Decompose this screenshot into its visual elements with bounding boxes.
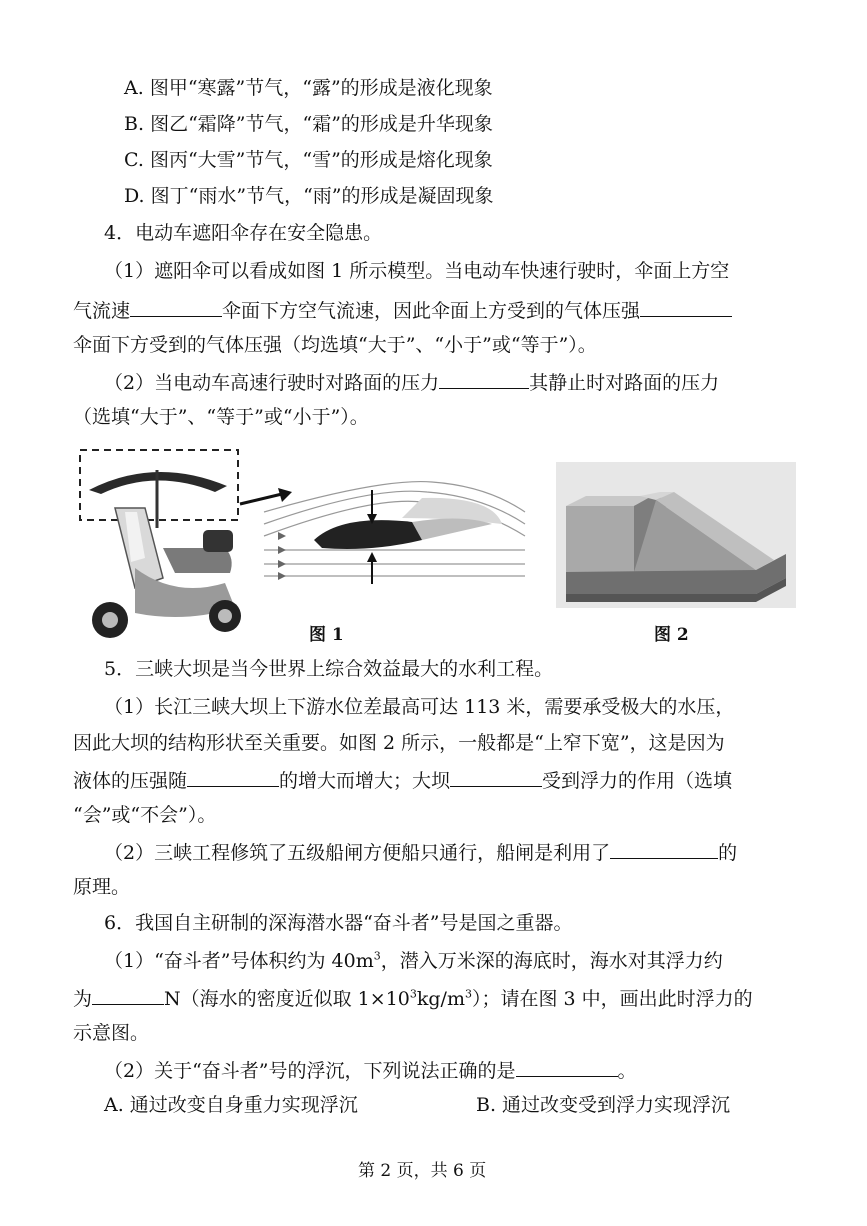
- answer-blank[interactable]: [640, 296, 732, 317]
- option-text: 图甲“寒露”节气，“露”的形成是液化现象: [149, 77, 493, 99]
- q4-stem: 4．电动车遮阳伞存在安全隐患。: [104, 222, 383, 244]
- answer-blank[interactable]: [439, 368, 529, 389]
- figure-1-caption: 图 1: [309, 625, 344, 645]
- q6-part2-line1: [104, 1056, 637, 1084]
- page-footer: 第 2 页，共 6 页: [358, 1161, 487, 1181]
- dam-cross-section-photo: [556, 462, 796, 608]
- text: 液体的压强随: [73, 770, 188, 792]
- q6-option-b: B. 通过改变受到浮力实现浮沉: [476, 1094, 731, 1116]
- q3-option-a: [124, 75, 493, 101]
- q4-part1-line3: 伞面下方受到的气体压强（均选填“大于”、“小于”或“等于”）。: [73, 334, 597, 356]
- q5-part1-line4: “会”或“不会”）。: [73, 804, 217, 826]
- answer-blank[interactable]: [130, 296, 222, 317]
- q5-stem: 5．三峡大坝是当今世界上综合效益最大的水利工程。: [104, 658, 554, 680]
- q3-option-b: [124, 111, 493, 137]
- q4-part1-line1: （1）遮阳伞可以看成如图 1 所示模型。当电动车快速行驶时，伞面上方空: [104, 260, 730, 282]
- option-label: C.: [124, 149, 144, 171]
- q5-part1-line1: （1）长江三峡大坝上下游水位差最高可达 113 米，需要承受极大的水压，: [104, 696, 735, 718]
- superscript: 3: [464, 987, 472, 1001]
- scooter-umbrella-photo: [75, 448, 275, 648]
- q6-part1-line1: [104, 948, 723, 974]
- text: ）；请在图 3 中，画出此时浮力的: [471, 988, 753, 1010]
- q5-part1-line3: [73, 766, 732, 794]
- answer-blank[interactable]: [516, 1056, 618, 1077]
- q5-part2-line2: 原理。: [73, 876, 131, 898]
- option-label: A.: [124, 77, 144, 99]
- q4-part1-line2: [73, 296, 732, 324]
- q4-part2-line1: [104, 368, 719, 396]
- q3-option-d: [124, 183, 494, 209]
- option-label: B.: [124, 113, 145, 135]
- answer-blank[interactable]: [187, 766, 279, 787]
- airflow-model-diagram: [262, 478, 527, 596]
- q4-part2-line2: （选填“大于”、“等于”或“小于”）。: [73, 406, 369, 428]
- text: 受到浮力的作用（选填: [542, 770, 733, 792]
- option-text: 图丁“雨水”节气，“雨”的形成是凝固现象: [150, 185, 494, 207]
- q6-part1-line2: [73, 984, 753, 1012]
- option-text: 图丙“大雪”节气，“雪”的形成是熔化现象: [149, 149, 493, 171]
- q6-option-a: A. 通过改变自身重力实现浮沉: [104, 1094, 358, 1116]
- text: 的增大而增大；大坝: [279, 770, 451, 792]
- superscript: 3: [373, 949, 381, 963]
- q3-option-c: [124, 147, 493, 173]
- q5-part1-line2: 因此大坝的结构形状至关重要。如图 2 所示，一般都是“上窄下宽”，这是因为: [73, 732, 725, 754]
- text: 的: [718, 842, 738, 864]
- option-label: D.: [124, 185, 145, 207]
- q5-part2-line1: [104, 838, 737, 866]
- text: kg/m: [416, 988, 465, 1010]
- figure-2-caption: 图 2: [654, 625, 689, 645]
- superscript: 3: [409, 987, 417, 1001]
- text: 为: [73, 988, 93, 1010]
- text: 。: [617, 1060, 637, 1082]
- text: 其静止时对路面的压力: [529, 372, 720, 394]
- text: （2）三峡工程修筑了五级船闸方便船只通行，船闸是利用了: [104, 842, 611, 864]
- answer-blank[interactable]: [92, 984, 164, 1005]
- option-text: 图乙“霜降”节气，“霜”的形成是升华现象: [150, 113, 493, 135]
- q6-stem: 6．我国自主研制的深海潜水器“奋斗者”号是国之重器。: [104, 912, 573, 934]
- text: 伞面下方空气流速，因此伞面上方受到的气体压强: [222, 300, 641, 322]
- text: （2）当电动车高速行驶时对路面的压力: [104, 372, 440, 394]
- text: （1）“奋斗者”号体积约为 40m: [104, 950, 374, 972]
- answer-blank[interactable]: [610, 838, 718, 859]
- text: （2）关于“奋斗者”号的浮沉，下列说法正确的是: [104, 1060, 516, 1082]
- text: 气流速: [73, 300, 131, 322]
- text: N（海水的密度近似取 1×10: [164, 988, 410, 1010]
- q6-part1-line3: 示意图。: [73, 1022, 150, 1044]
- text: ，潜入万米深的海底时，海水对其浮力约: [380, 950, 723, 972]
- answer-blank[interactable]: [450, 766, 542, 787]
